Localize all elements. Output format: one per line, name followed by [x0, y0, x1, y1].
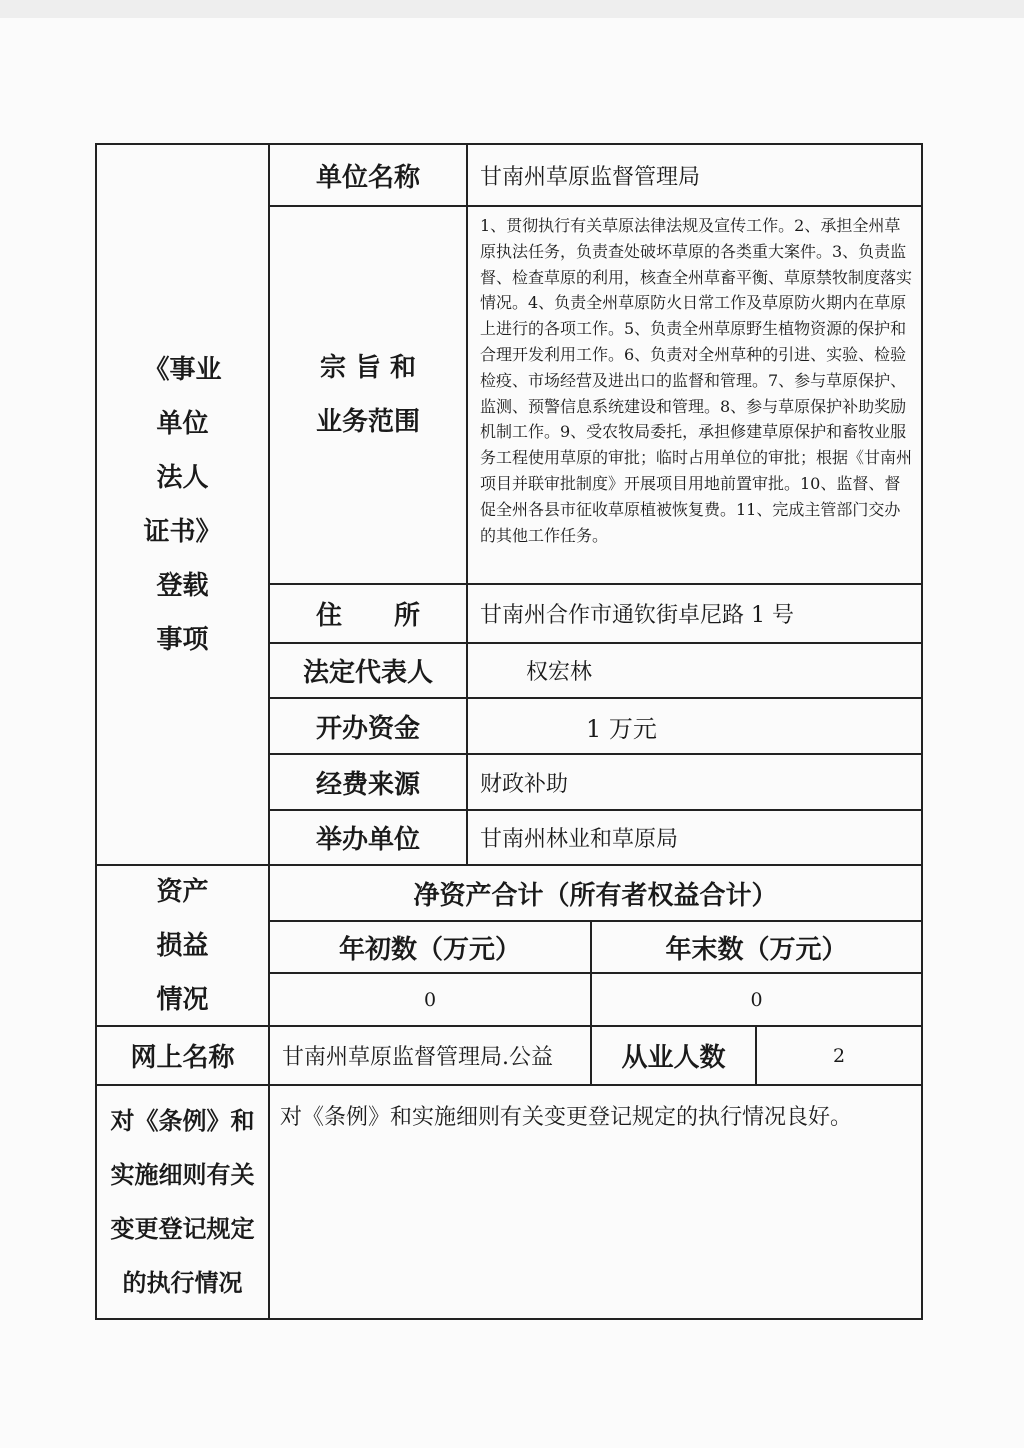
staff-count-value: 2	[832, 1044, 846, 1067]
year-begin-value: 0	[423, 988, 437, 1011]
funding-source-value: 财政补助	[480, 771, 569, 797]
year-end-label: 年末数（万元）	[665, 934, 848, 965]
year-end-value: 0	[750, 988, 763, 1011]
certificate-section-label: 《事业 单位 法人 证书》 登载 事项	[143, 354, 222, 655]
legal-rep-label: 法定代表人	[302, 658, 433, 688]
capital-label: 开办资金	[315, 713, 420, 744]
online-name-label: 网上名称	[130, 1043, 235, 1073]
table-border-right	[921, 143, 923, 1320]
legal-rep-value: 权宏林	[526, 660, 593, 685]
year-begin-label: 年初数（万元）	[338, 934, 521, 965]
assets-section-label: 资产 损益 情况	[156, 876, 209, 1015]
compliance-label: 对《条例》和 实施细则有关 变更登记规定 的执行情况	[110, 1106, 255, 1297]
net-assets-header: 净资产合计（所有者权益合计）	[413, 880, 778, 911]
address-value: 甘南州合作市通钦街卓尼路 1 号	[480, 603, 794, 628]
purpose-scope-text: 1、贯彻执行有关草原法律法规及宣传工作。2、承担全州草原执法任务，负责查处破坏草原的各类重大案件。3、负责监督、检查草原的利用，核查全州草畜平衡、草原禁牧制度落实情况。4、负责全州草原防火日常工作及草原防火期内在草原上进行的各项工作。5、负责全州草原野生植物资源的保护和合理开发利用工作。6、负责对全州草种的引进、实验、检验检疫、市场经营及进出口的监督和管理。7、参与草原保护、监测、预警信息系统建设和管理。8、参与草原保护补助奖励机制工作。9、受农牧局委托，承担修建草原保护和畜牧业服务工程使用草原的审批；临时占用单位的审批；根据《甘南州项目并联审批制度》开展项目用地前置审批。10、监督、督促全州各县市征收草原植被恢复费。11、完成主管部门交办的其他工作任务。	[480, 216, 913, 545]
unit-name-label: 单位名称	[315, 162, 420, 193]
sponsor-label: 举办单位	[315, 825, 420, 855]
table-border-bottom	[95, 1318, 923, 1320]
funding-source-label: 经费来源	[315, 769, 420, 800]
staff-count-label: 从业人数	[621, 1043, 726, 1073]
address-label: 住 所	[315, 601, 420, 631]
online-name-value: 甘南州草原监督管理局.公益	[282, 1045, 553, 1070]
unit-name-value: 甘南州草原监督管理局	[480, 164, 701, 190]
scan-top-band	[0, 0, 1024, 18]
compliance-text: 对《条例》和实施细则有关变更登记规定的执行情况良好。	[280, 1105, 853, 1130]
purpose-scope-label: 宗 旨 和 业务范围	[315, 353, 420, 437]
capital-value: 1 万元	[586, 714, 657, 743]
sponsor-value: 甘南州林业和草原局	[480, 827, 679, 852]
